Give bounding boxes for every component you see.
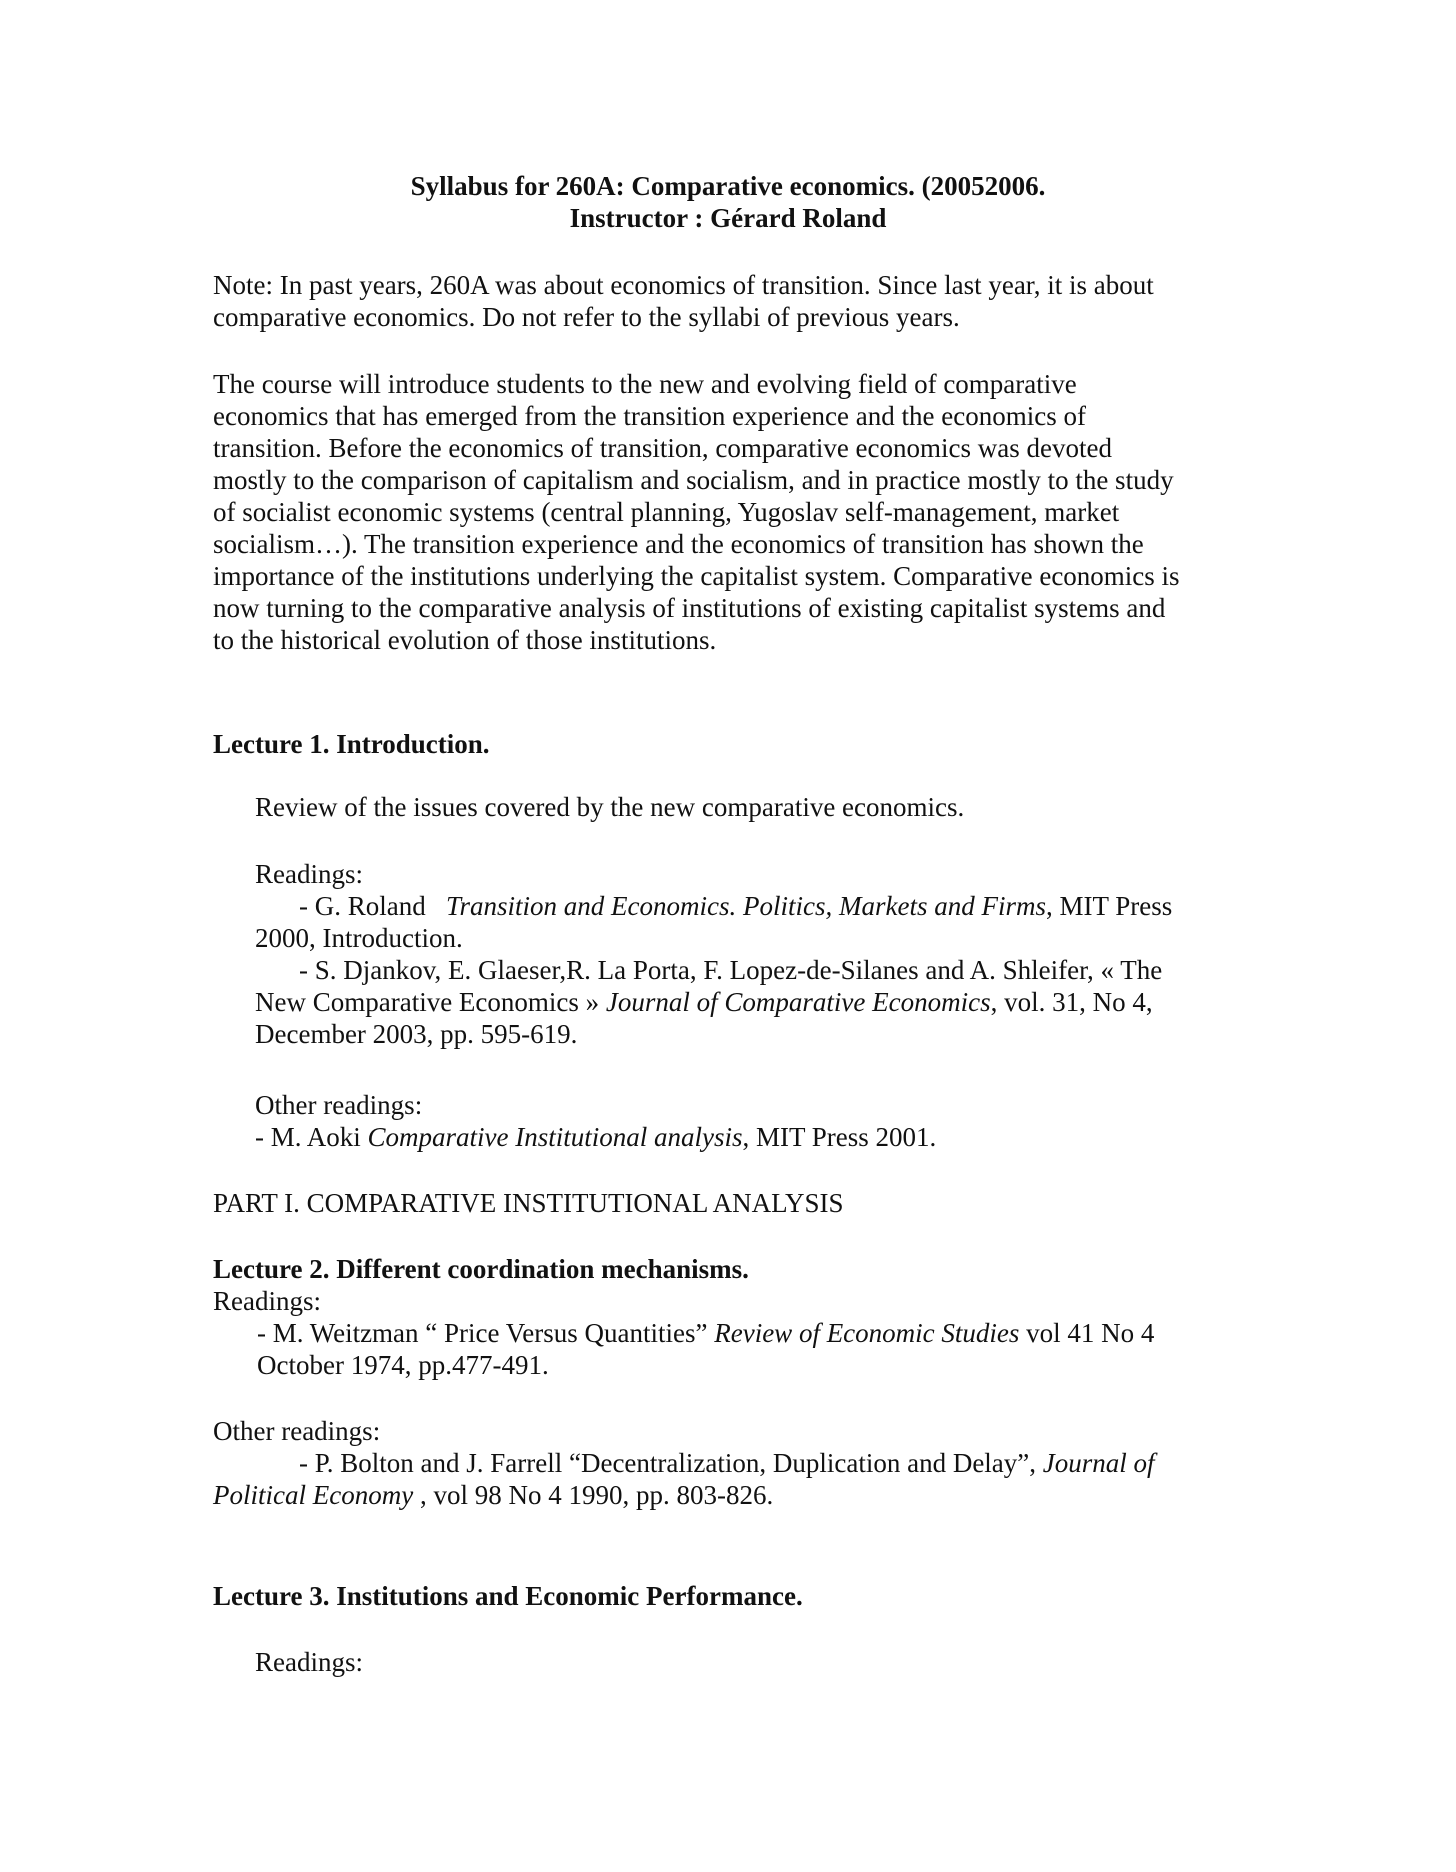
lecture-3-heading: Lecture 3. Institutions and Economic Performance. [213, 1581, 803, 1611]
reading-volume: , vol 98 No 4 1990, pp. 803-826. [413, 1480, 774, 1510]
lecture-1-description: Review of the issues covered by the new comparative economics. [255, 792, 965, 822]
intro-line: mostly to the comparison of capitalism and socialism, and in practice mostly to the study [213, 465, 1174, 495]
readings-label: Readings: [255, 1647, 363, 1677]
lecture-1-heading: Lecture 1. Introduction. [213, 729, 490, 759]
intro-line: of socialist economic systems (central planning, Yugoslav self-management, market [213, 497, 1120, 527]
reading-entry-cont [213, 1479, 1253, 1511]
note-paragraph [213, 269, 1253, 333]
reading-volume: vol 41 No 4 [1019, 1318, 1155, 1348]
reading-title: Transition and Economics. Politics, Markets and Firms [445, 891, 1046, 921]
reading-author: - M. Aoki [255, 1122, 368, 1152]
reading-entry-cont: December 2003, pp. 595-619. [255, 1019, 578, 1049]
reading-journal: Journal of [1042, 1448, 1155, 1478]
title-line-2: Instructor : Gérard Roland [569, 203, 887, 233]
reading-publisher: , MIT Press 2001. [742, 1122, 937, 1152]
lecture-2-other-readings [213, 1415, 1253, 1511]
intro-line: importance of the institutions underlying the capitalist system. Comparative economics is [213, 561, 1180, 591]
intro-line: transition. Before the economics of transition, comparative economics was devoted [213, 433, 1112, 463]
reading-article: - M. Weitzman “ Price Versus Quantities” [257, 1318, 715, 1348]
lecture-2-heading: Lecture 2. Different coordination mechanisms. [213, 1254, 749, 1284]
document-title [0, 170, 1456, 234]
reading-article: New Comparative Economics » [255, 987, 606, 1017]
reading-journal: Journal of Comparative Economics [605, 987, 991, 1017]
intro-line: to the historical evolution of those institutions. [213, 625, 717, 655]
reading-journal-cont: Political Economy [213, 1480, 414, 1510]
lecture-1-readings [255, 858, 1255, 1050]
intro-line: economics that has emerged from the transition experience and the economics of [213, 401, 1086, 431]
part-1-heading: PART I. COMPARATIVE INSTITUTIONAL ANALYSIS [213, 1188, 844, 1218]
reading-article: - P. Bolton and J. Farrell “Decentralization, Duplication and Delay”, [299, 1448, 1043, 1478]
reading-title: Comparative Institutional analysis [367, 1122, 743, 1152]
reading-entry [213, 1317, 1253, 1349]
lecture-1-other-readings [255, 1089, 1255, 1153]
reading-publisher: , MIT Press [1045, 891, 1173, 921]
reading-entry [255, 1121, 1255, 1153]
reading-entry-cont: 2000, Introduction. [255, 923, 463, 953]
intro-line: socialism…). The transition experience and the economics of transition has shown the [213, 529, 1144, 559]
other-readings-label: Other readings: [255, 1090, 423, 1120]
intro-paragraph [213, 368, 1253, 656]
reading-entry [255, 890, 1255, 922]
reading-volume: , vol. 31, No 4, [990, 987, 1153, 1017]
other-readings-label: Other readings: [213, 1416, 381, 1446]
reading-journal: Review of Economic Studies [714, 1318, 1020, 1348]
reading-author: - G. Roland [299, 891, 426, 921]
readings-label: Readings: [255, 859, 363, 889]
reading-entry-cont [255, 986, 1255, 1018]
readings-label: Readings: [213, 1286, 321, 1316]
intro-line: now turning to the comparative analysis of institutions of existing capitalist systems and [213, 593, 1166, 623]
lecture-2-section [213, 1253, 1253, 1381]
title-line-1: Syllabus for 260A: Comparative economics. (20052006. [410, 171, 1046, 201]
reading-entry: - S. Djankov, E. Glaeser,R. La Porta, F. Lopez-de-Silanes and A. Shleifer, « The [299, 955, 1163, 985]
note-line-2: comparative economics. Do not refer to the syllabi of previous years. [213, 302, 960, 332]
reading-entry-cont: October 1974, pp.477-491. [257, 1350, 549, 1380]
reading-entry [213, 1447, 1253, 1479]
intro-line: The course will introduce students to the new and evolving field of comparative [213, 369, 1077, 399]
note-line-1: Note: In past years, 260A was about economics of transition. Since last year, it is about [213, 270, 1154, 300]
